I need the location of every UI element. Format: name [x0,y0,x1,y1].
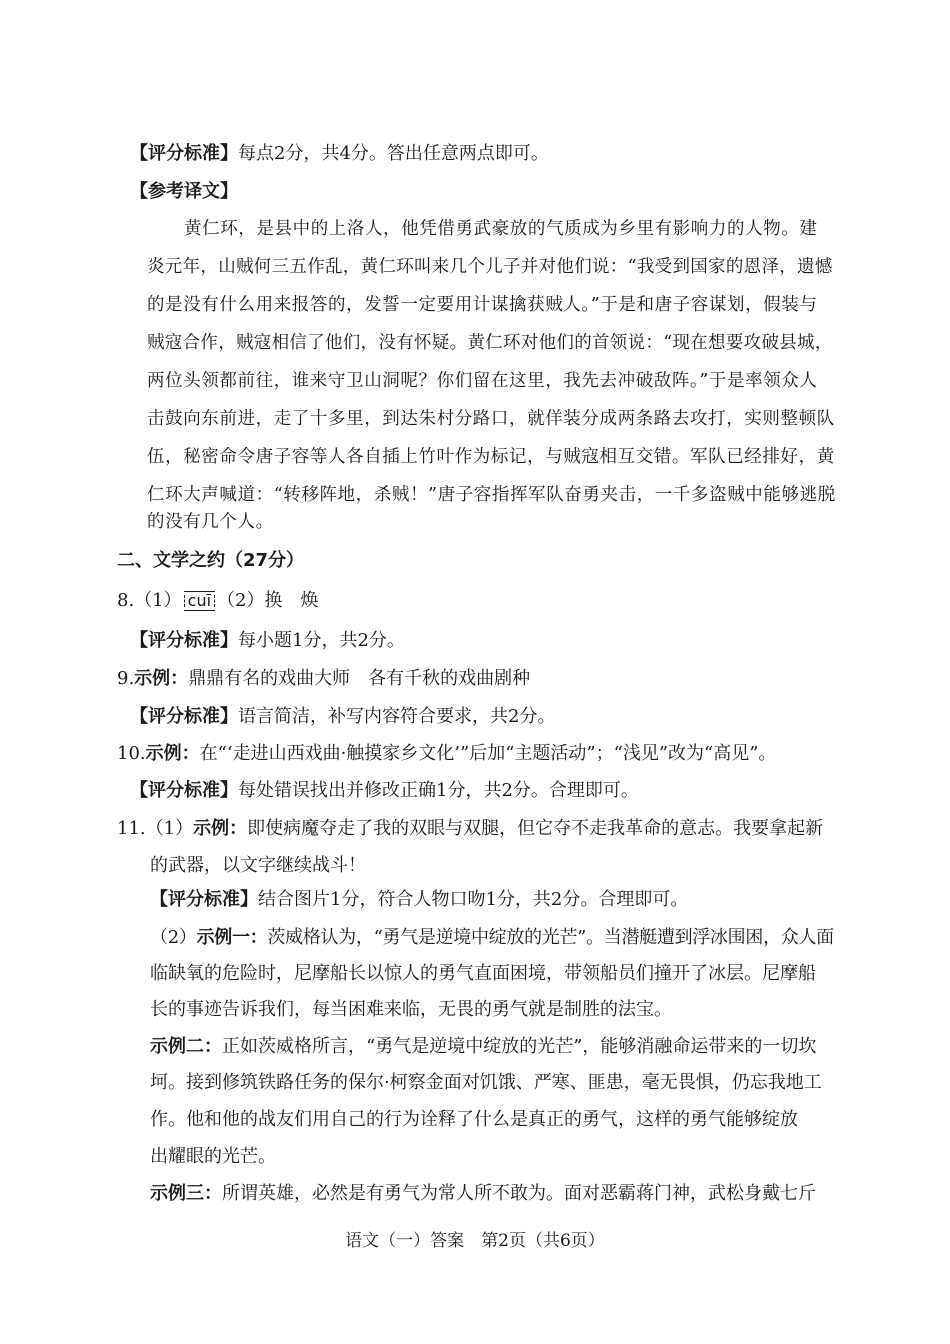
example-label: 示例二： [150,1036,222,1057]
question-8 [117,590,318,612]
scoring-standard-text: 每处错误找出并修改正确1分，共2分。合理即可。 [238,780,639,801]
answer-text-continued: 出耀眼的光芒。 [150,1146,276,1167]
page-footer: 语文（一）答案 第2页（共6页） [345,1231,605,1251]
q11-part2-label: （2） [150,927,197,948]
scoring-standard-text: 每小题1分，共2分。 [238,630,405,651]
scoring-standard-label: 【评分标准】 [150,889,258,910]
example-label: 示例一： [196,927,268,948]
example-label: 示例： [193,818,248,839]
translation-line: 炎元年，山贼何三五作乱，黄仁环叫来几个儿子并对他们说：“我受到国家的恩泽，遗憾 [147,257,833,277]
answer-text: 所谓英雄，必然是有勇气为常人所不敢为。面对恶霸蒋门神，武松身戴七斤 [222,1183,816,1204]
answer-text: 正如茨威格所言，“勇气是逆境中绽放的光芒”，能够消融命运带来的一切坎 [222,1036,817,1057]
q11-example-1 [150,927,834,949]
scoring-standard-q11 [150,889,688,911]
scoring-standard-label: 【评分标准】 [130,630,238,651]
scoring-standard-text: 语言简洁，补写内容符合要求，共2分。 [238,706,556,727]
pinyin-box: cuī [184,591,215,611]
section-heading: 二、文学之约（27分） [117,550,305,571]
translation-heading: 【参考译文】 [130,181,238,202]
answer-text-continued: 临缺氧的危险时，尼摩船长以惊人的勇气直面困境，带领船员们撞开了冰层。尼摩船 [150,963,816,984]
scoring-standard-label: 【评分标准】 [130,706,238,727]
translation-line: 黄仁环，是县中的上洛人，他凭借勇武豪放的气质成为乡里有影响力的人物。建 [184,219,818,239]
answer-text: 在“‘走进山西戏曲·触摸家乡文化’”后加“主题活动”；“浅见”改为“高见”。 [199,743,777,764]
answer-text: 茨威格认为，“勇气是逆境中绽放的光芒”。当潜艇遭到浮冰围困，众人面 [267,927,834,948]
q11-part1-label: （1） [145,818,194,839]
answer-text-continued: 坷。接到修筑铁路任务的保尔·柯察金面对饥饿、严寒、匪患，毫无畏惧，仍忘我地工 [150,1072,822,1093]
example-label: 示例： [134,668,189,689]
question-number: 11. [117,818,146,839]
q8-part1-label: （1） [134,590,182,611]
question-number: 10. [117,743,146,764]
q8-part2-answer: （2）换 焕 [217,590,319,611]
answer-text-continued: 的武器，以文字继续战斗！ [150,855,366,876]
question-number: 9. [117,668,135,689]
translation-line: 击鼓向东前进，走了十多里，到达朱村分路口，就佯装分成两条路去攻打，实则整顿队 [147,409,835,429]
translation-line: 仁环大声喊道：“转移阵地，杀贼！”唐子容指挥军队奋勇夹击，一千多盗贼中能够逃脱 [147,485,836,505]
translation-line: 贼寇合作，贼寇相信了他们，没有怀疑。黄仁环对他们的首领说：“现在想要攻破县城， [147,333,833,353]
translation-line: 两位头领都前往，谁来守卫山洞呢？你们留在这里，我先去冲破敌阵。”于是率领众人 [147,371,818,391]
example-label: 示例： [145,743,200,764]
scoring-standard-text: 结合图片1分，符合人物口吻1分，共2分。合理即可。 [258,889,689,910]
scoring-standard-q10 [130,780,639,802]
scoring-standard-q8 [130,630,405,652]
translation-line: 的是没有什么用来报答的，发誓一定要用计谋擒获贼人。”于是和唐子容谋划，假装与 [147,295,818,315]
example-label: 示例三： [150,1183,222,1204]
translation-line: 的没有几个人。 [147,512,274,532]
scoring-standard-label: 【评分标准】 [130,780,238,801]
answer-text-continued: 作。他和他的战友们用自己的行为诠释了什么是真正的勇气，这样的勇气能够绽放 [150,1109,798,1130]
q11-example-3 [150,1183,816,1205]
scoring-standard-text: 每点2分，共4分。答出任意两点即可。 [238,143,549,164]
question-10 [117,743,776,765]
scoring-standard-q9 [130,706,555,728]
translation-line: 伍，秘密命令唐子容等人各自插上竹叶作为标记，与贼寇相互交错。军队已经排好，黄 [147,447,835,467]
question-11 [117,818,823,840]
scoring-standard-label: 【评分标准】 [130,143,238,164]
answer-text: 即使病魔夺走了我的双眼与双腿，但它夺不走我革命的意志。我要拿起新 [247,818,824,839]
question-number: 8. [117,590,135,611]
q11-example-2 [150,1036,816,1058]
answer-text: 鼎鼎有名的戏曲大师 各有千秋的戏曲剧种 [188,668,531,689]
scoring-standard-top [130,143,549,165]
answer-text-continued: 长的事迹告诉我们，每当困难来临，无畏的勇气就是制胜的法宝。 [150,999,672,1020]
question-9 [117,668,530,690]
